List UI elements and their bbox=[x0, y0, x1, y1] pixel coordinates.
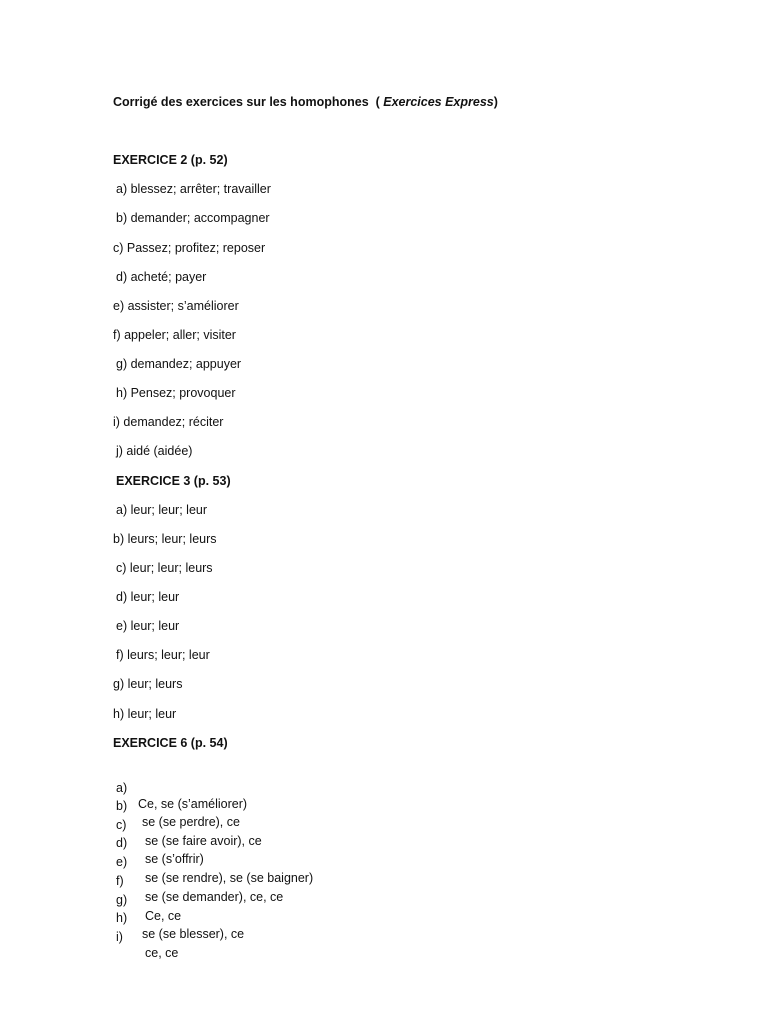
exercise2-item-f: f) appeler; aller; visiter bbox=[113, 328, 236, 342]
exercise3-item-h: h) leur; leur bbox=[113, 707, 177, 721]
exercise2-item-c: c) Passez; profitez; reposer bbox=[113, 241, 266, 255]
exercise2-item-i: i) demandez; réciter bbox=[113, 415, 224, 429]
list-item-text: ce, ce bbox=[145, 946, 179, 960]
list-item-text: se (se faire avoir), ce bbox=[145, 834, 262, 848]
list-item-text: Ce, ce bbox=[145, 909, 182, 923]
exercise2-heading: EXERCICE 2 (p. 52) bbox=[113, 153, 228, 167]
exercise2-item-h: h) Pensez; provoquer bbox=[116, 386, 236, 400]
list-item-letter: g) bbox=[116, 893, 128, 907]
list-item-letter: d) bbox=[116, 836, 128, 850]
list-item-letter: c) bbox=[116, 818, 127, 832]
exercise3-heading: EXERCICE 3 (p. 53) bbox=[116, 474, 231, 488]
list-item-letter: b) bbox=[116, 799, 128, 813]
exercise3-item-g: g) leur; leurs bbox=[113, 677, 183, 691]
list-item-letter: h) bbox=[116, 911, 128, 925]
list-item bbox=[0, 913, 179, 977]
exercise3-item-f: f) leurs; leur; leur bbox=[116, 648, 210, 662]
exercise3-item-c: c) leur; leur; leurs bbox=[116, 561, 213, 575]
exercise2-item-d: d) acheté; payer bbox=[116, 270, 207, 284]
exercise2-item-b: b) demander; accompagner bbox=[116, 211, 270, 225]
exercise3-item-a: a) leur; leur; leur bbox=[116, 503, 208, 517]
list-item-text: se (s’offrir) bbox=[145, 852, 204, 866]
list-item-text: se (se blesser), ce bbox=[142, 927, 245, 941]
list-item-text: se (se demander), ce, ce bbox=[145, 890, 284, 904]
list-item-letter: a) bbox=[116, 781, 128, 795]
list-item-text: Ce, se (s’améliorer) bbox=[138, 797, 248, 811]
document-title bbox=[113, 94, 498, 110]
exercise3-item-e: e) leur; leur bbox=[116, 619, 180, 633]
list-item-letter: f) bbox=[116, 874, 124, 888]
list-item-letter: e) bbox=[116, 855, 128, 869]
exercise2-item-j: j) aidé (aidée) bbox=[116, 444, 193, 458]
exercise2-item-g: g) demandez; appuyer bbox=[116, 357, 242, 371]
list-item-letter: i) bbox=[116, 930, 123, 944]
exercise3-item-b: b) leurs; leur; leurs bbox=[113, 532, 217, 546]
exercise3-item-d: d) leur; leur bbox=[116, 590, 180, 604]
exercise6-heading: EXERCICE 6 (p. 54) bbox=[113, 736, 228, 750]
title-suffix: ) bbox=[493, 95, 498, 109]
list-item-text: se (se rendre), se (se baigner) bbox=[145, 871, 314, 885]
title-prefix: Corrigé des exercices sur les homophones ( bbox=[113, 95, 384, 109]
exercise2-item-a: a) blessez; arrêter; travailler bbox=[116, 182, 271, 196]
list-item-text: se (se perdre), ce bbox=[142, 815, 240, 829]
title-italic: Exercices Express bbox=[383, 95, 494, 109]
exercise2-item-e: e) assister; s’améliorer bbox=[113, 299, 239, 313]
